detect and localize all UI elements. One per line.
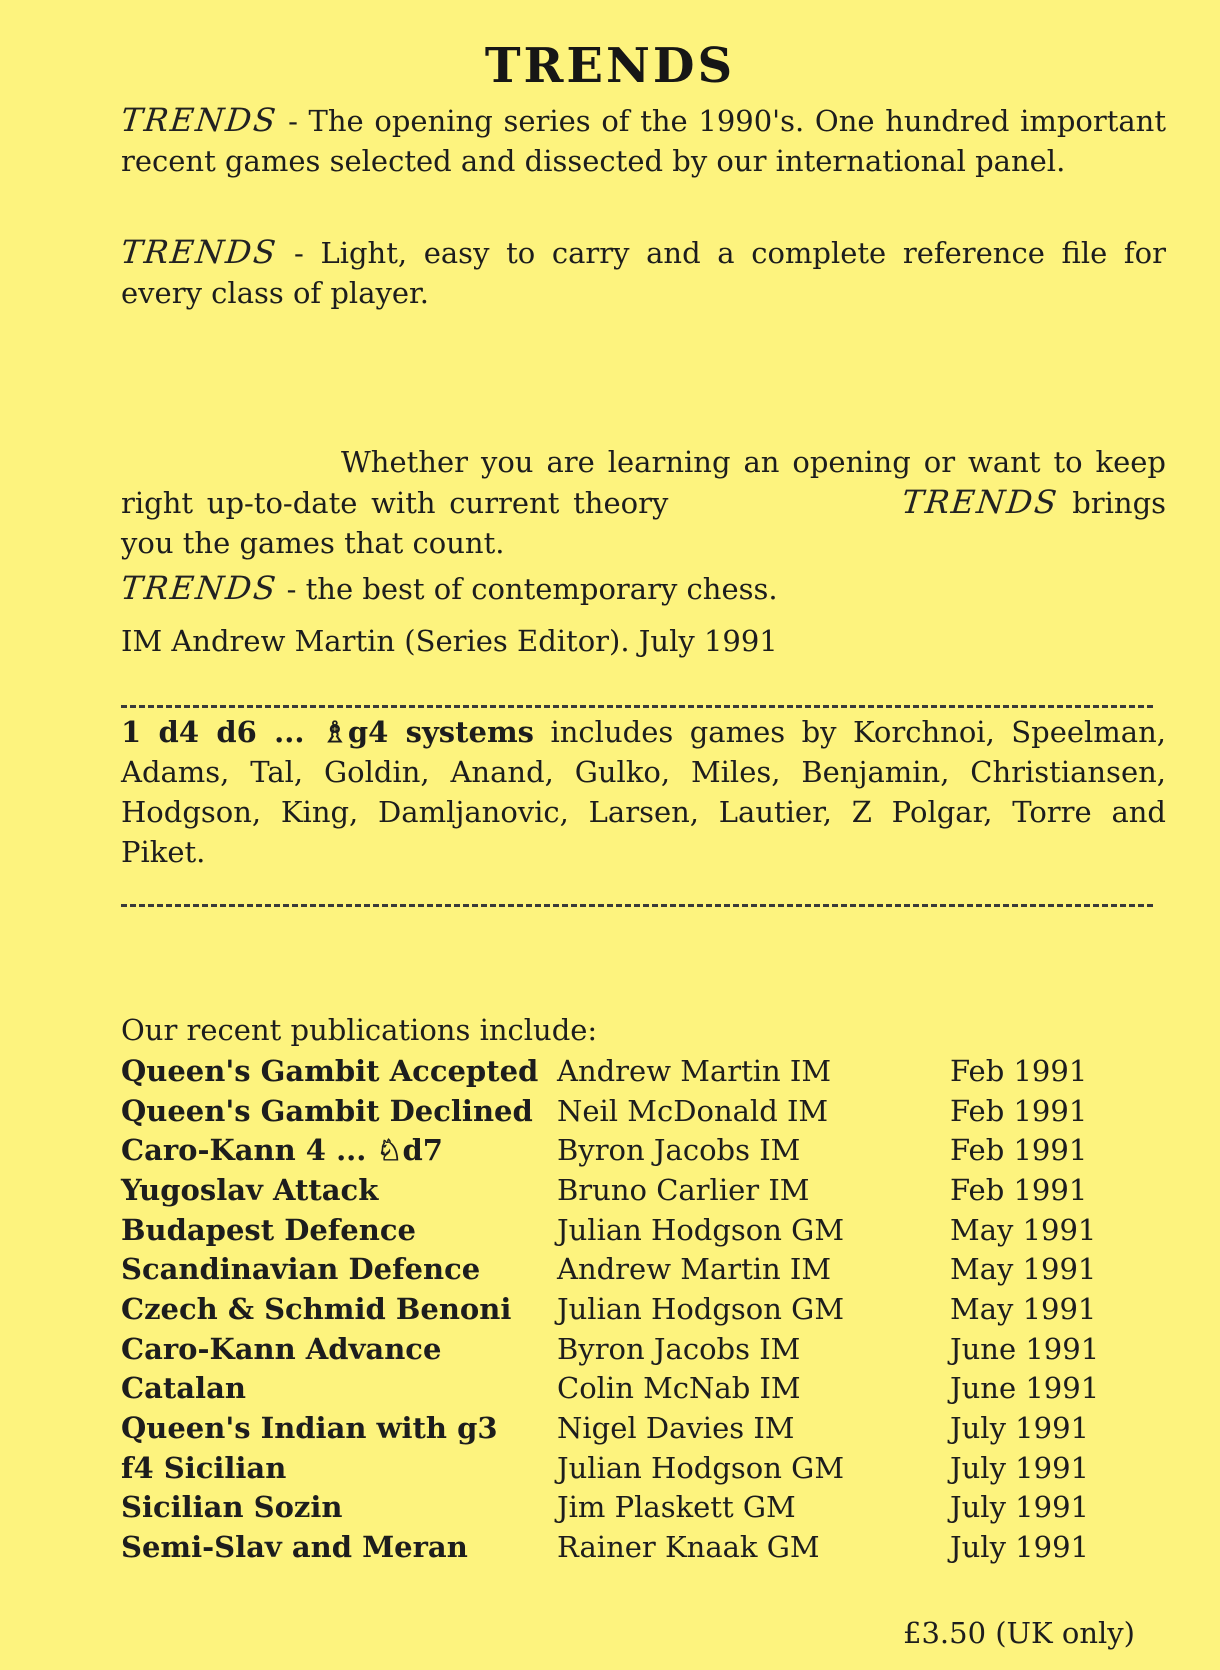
publication-row xyxy=(121,1488,1150,1528)
intro-paragraph-2-text: - Light, easy to carry and a complete reference file for every class of player. xyxy=(121,236,1166,310)
publication-row xyxy=(121,1369,1150,1409)
intro-paragraph-3-after: brings you the games that count. xyxy=(121,486,1167,560)
publication-row xyxy=(121,1289,1150,1329)
dashed-divider-top xyxy=(121,705,1153,708)
intro-paragraph-2 xyxy=(121,232,1166,313)
publication-row xyxy=(121,1130,1150,1170)
publication-date: May 1991 xyxy=(950,1212,1097,1247)
publication-author: Nigel Davies IM xyxy=(557,1411,795,1446)
feature-text: includes games by Korchnoi, Speelman, Adams, Tal, Goldin, Anand, Gulko, Miles, Benjamin, Christiansen, Hodgson, King, Damljanovic, Larsen, Lautier, Z Polgar, Torre and Piket. xyxy=(121,715,1166,869)
trends-logo: TRENDS xyxy=(119,569,280,607)
publication-date: June 1991 xyxy=(950,1371,1100,1406)
publication-author: Rainer Knaak GM xyxy=(557,1530,820,1565)
publication-row xyxy=(121,1249,1150,1289)
publication-title: Yugoslav Attack xyxy=(121,1172,379,1207)
editor-signature: IM Andrew Martin (Series Editor). July 1991 xyxy=(121,624,778,658)
publication-title: Semi-Slav and Meran xyxy=(121,1530,468,1565)
publication-row xyxy=(121,1329,1150,1369)
trends-logo: TRENDS xyxy=(119,233,280,271)
intro-paragraph-1-text: - The opening series of the 1990's. One hundred important recent games selected and dissected by our international panel. xyxy=(121,104,1167,178)
intro-paragraph-3-before: Whether you are learning an opening or want to keep right up-to-date with current theory xyxy=(121,445,1166,520)
publication-author: Julian Hodgson GM xyxy=(557,1212,845,1247)
feature-paragraph xyxy=(121,712,1166,872)
publication-date: Feb 1991 xyxy=(950,1053,1088,1088)
publication-date: Feb 1991 xyxy=(950,1133,1088,1168)
publication-author: Colin McNab IM xyxy=(557,1371,801,1406)
publication-date: Feb 1991 xyxy=(950,1093,1088,1128)
page-title: TRENDS xyxy=(484,38,736,94)
publication-title: Scandinavian Defence xyxy=(121,1252,481,1287)
publications-table xyxy=(121,1051,1150,1567)
intro-paragraph-4-text: - the best of contemporary chess. xyxy=(286,572,778,606)
dashed-divider-bottom xyxy=(121,904,1153,907)
publication-author: Neil McDonald IM xyxy=(557,1093,829,1128)
publication-date: Feb 1991 xyxy=(950,1172,1088,1207)
publication-date: July 1991 xyxy=(950,1490,1089,1525)
publication-row xyxy=(121,1170,1150,1210)
publication-row xyxy=(121,1408,1150,1448)
publication-author: Bruno Carlier IM xyxy=(557,1172,810,1207)
publication-author: Jim Plaskett GM xyxy=(557,1490,796,1525)
publication-date: May 1991 xyxy=(950,1291,1097,1326)
price-label: £3.50 (UK only) xyxy=(903,1616,1135,1650)
publication-author: Byron Jacobs IM xyxy=(557,1133,801,1168)
publication-author: Byron Jacobs IM xyxy=(557,1331,801,1366)
publication-title: Queen's Gambit Declined xyxy=(121,1093,533,1128)
publication-date: July 1991 xyxy=(950,1411,1089,1446)
publication-date: July 1991 xyxy=(950,1450,1089,1485)
publication-title: Caro-Kann Advance xyxy=(121,1331,442,1366)
publications-heading: Our recent publications include: xyxy=(121,1013,598,1047)
intro-paragraph-3 xyxy=(121,442,1166,563)
trends-logo: TRENDS xyxy=(900,483,1061,521)
publication-date: July 1991 xyxy=(950,1530,1089,1565)
feature-title: 1 d4 d6 ... ♗g4 systems xyxy=(121,715,534,749)
publication-author: Julian Hodgson GM xyxy=(557,1450,845,1485)
publication-row xyxy=(121,1051,1150,1091)
intro-paragraph-4 xyxy=(121,568,1166,609)
publication-author: Julian Hodgson GM xyxy=(557,1291,845,1326)
intro-paragraph-1 xyxy=(121,100,1166,181)
publication-date: May 1991 xyxy=(950,1252,1097,1287)
publications-table-body xyxy=(121,1051,1150,1567)
publication-row xyxy=(121,1210,1150,1250)
publication-title: Queen's Indian with g3 xyxy=(121,1411,498,1446)
publication-title: f4 Sicilian xyxy=(121,1450,287,1485)
publication-row xyxy=(121,1091,1150,1131)
publication-row xyxy=(121,1448,1150,1488)
publication-author: Andrew Martin IM xyxy=(557,1053,832,1088)
publication-title: Caro-Kann 4 ... ♘d7 xyxy=(121,1133,443,1168)
publication-author: Andrew Martin IM xyxy=(557,1252,832,1287)
publication-title: Czech & Schmid Benoni xyxy=(121,1291,512,1326)
publication-title: Budapest Defence xyxy=(121,1212,416,1247)
publication-title: Catalan xyxy=(121,1371,246,1406)
publication-title: Queen's Gambit Accepted xyxy=(121,1053,539,1088)
trends-logo: TRENDS xyxy=(119,101,280,139)
publication-title: Sicilian Sozin xyxy=(121,1490,343,1525)
publication-row xyxy=(121,1527,1150,1567)
publication-date: June 1991 xyxy=(950,1331,1100,1366)
